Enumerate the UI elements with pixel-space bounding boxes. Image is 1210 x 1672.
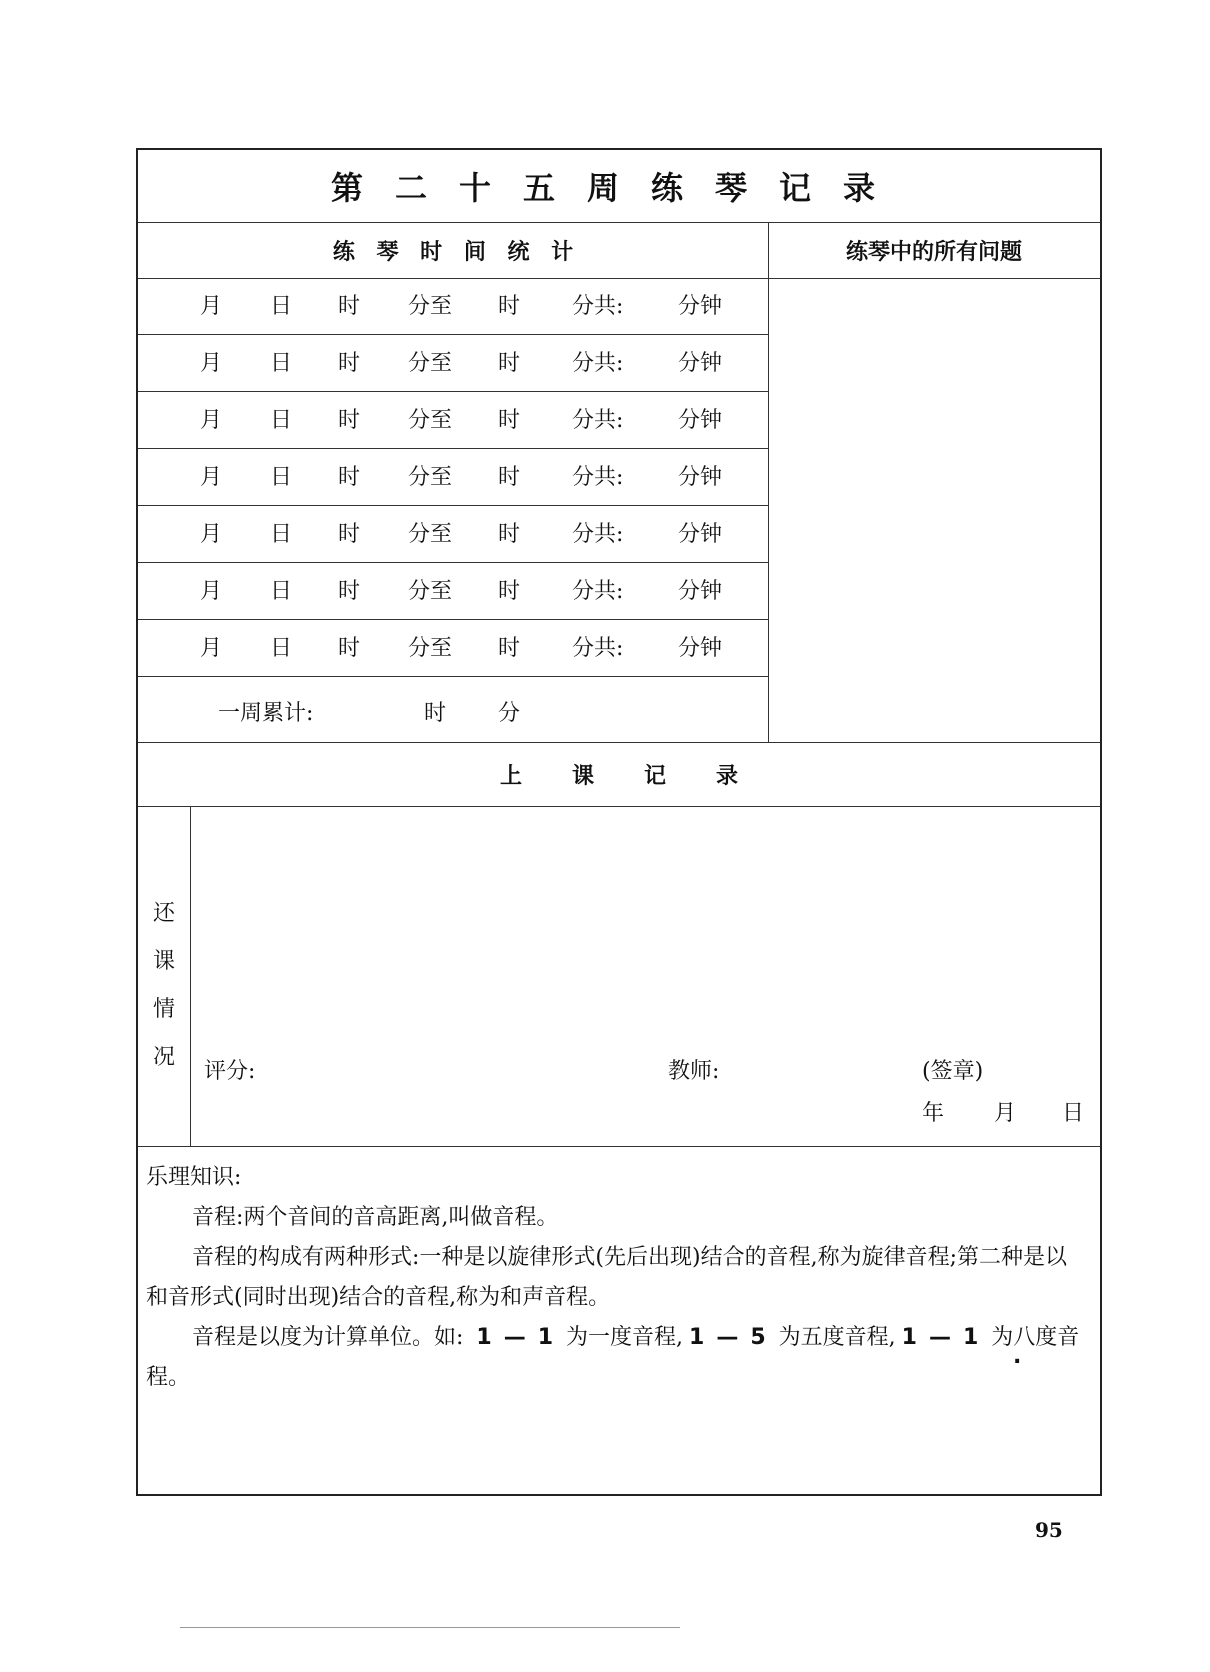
vertical-char: 况 — [152, 1045, 175, 1070]
lesson-record-heading: 上课记录 — [499, 762, 788, 789]
weekly-total-hour: 时 — [424, 701, 447, 726]
hour-cell: 时 — [338, 579, 361, 604]
practice-row — [138, 392, 768, 449]
vertical-char: 还 — [152, 901, 175, 926]
hour-cell: 时 — [498, 636, 521, 661]
page-title: 第二十五周练琴记录 — [330, 169, 907, 207]
theory-paragraph: 音程的构成有两种形式:一种是以旋律形式(先后出现)结合的音程,称为旋律音程;第二种是以和音形式(同时出现)结合的音程,称为和声音程。 — [146, 1245, 1067, 1310]
month-cell: 月 — [200, 465, 223, 490]
theory-paragraph: 音程:两个音间的音高距离,叫做音程。 — [192, 1205, 559, 1230]
column-divider — [190, 806, 191, 1146]
theory-text: 为八度音程。 — [146, 1325, 1080, 1390]
teacher-label: 教师: — [668, 1059, 720, 1084]
weekly-total-row — [138, 685, 768, 742]
hour-cell: 时 — [338, 522, 361, 547]
hour-cell: 时 — [338, 636, 361, 661]
day-cell: 日 — [270, 522, 293, 547]
date-month: 月 — [994, 1101, 1017, 1126]
score-label: 评分: — [204, 1059, 256, 1084]
min-total-cell: 分共: — [572, 579, 624, 604]
hour-cell: 时 — [498, 522, 521, 547]
music-theory-section — [146, 1158, 1086, 1398]
min-to-cell: 分至 — [408, 522, 453, 547]
divider — [138, 806, 1100, 807]
min-total-cell: 分共: — [572, 408, 624, 433]
note-number: 1 — [476, 1325, 492, 1350]
month-cell: 月 — [200, 294, 223, 319]
minutes-cell: 分钟 — [678, 408, 723, 433]
theory-paragraph — [146, 1318, 1086, 1398]
practice-record-form — [136, 148, 1102, 1496]
practice-row — [138, 506, 768, 563]
practice-stats-heading: 练 琴 时 间 统 计 — [332, 238, 574, 265]
min-total-cell: 分共: — [572, 465, 624, 490]
page-number: 95 — [1035, 1518, 1063, 1542]
divider — [138, 1146, 1100, 1147]
weekly-total-label: 一周累计: — [218, 701, 314, 726]
weekly-total-min: 分 — [498, 701, 521, 726]
hour-cell: 时 — [338, 408, 361, 433]
lesson-return-label — [138, 890, 190, 1082]
minutes-cell: 分钟 — [678, 294, 723, 319]
day-cell: 日 — [270, 351, 293, 376]
min-total-cell: 分共: — [572, 294, 624, 319]
hour-cell: 时 — [498, 579, 521, 604]
practice-row — [138, 620, 768, 677]
min-to-cell: 分至 — [408, 351, 453, 376]
seal-label: (签章) — [922, 1059, 984, 1084]
dash: — — [928, 1325, 951, 1350]
month-cell: 月 — [200, 408, 223, 433]
dash: — — [503, 1325, 526, 1350]
hour-cell: 时 — [498, 465, 521, 490]
date-year: 年 — [922, 1101, 945, 1126]
month-cell: 月 — [200, 522, 223, 547]
minutes-cell: 分钟 — [678, 465, 723, 490]
problems-heading: 练琴中的所有问题 — [845, 238, 1022, 265]
day-cell: 日 — [270, 408, 293, 433]
hour-cell: 时 — [338, 465, 361, 490]
min-total-cell: 分共: — [572, 351, 624, 376]
dash: — — [716, 1325, 739, 1350]
date-day: 日 — [1062, 1101, 1085, 1126]
note-number-low-octave: 1 . — [963, 1325, 978, 1350]
theory-text: 音程是以度为计算单位。如: — [192, 1325, 464, 1350]
note-number: 1 — [537, 1325, 554, 1350]
hour-cell: 时 — [338, 294, 361, 319]
theory-text: 为一度音程, — [566, 1325, 684, 1350]
min-to-cell: 分至 — [408, 636, 453, 661]
vertical-char: 情 — [152, 997, 175, 1022]
minutes-cell: 分钟 — [678, 579, 723, 604]
hour-cell: 时 — [498, 408, 521, 433]
vertical-char: 课 — [152, 949, 175, 974]
minutes-cell: 分钟 — [678, 351, 723, 376]
month-cell: 月 — [200, 579, 223, 604]
min-to-cell: 分至 — [408, 579, 453, 604]
practice-row — [138, 563, 768, 620]
minutes-cell: 分钟 — [678, 522, 723, 547]
scan-artifact-line — [180, 1627, 680, 1628]
hour-cell: 时 — [498, 294, 521, 319]
minutes-cell: 分钟 — [678, 636, 723, 661]
theory-heading: 乐理知识: — [146, 1165, 242, 1190]
practice-row — [138, 335, 768, 392]
note-number: 1 — [901, 1325, 917, 1350]
month-cell: 月 — [200, 636, 223, 661]
month-cell: 月 — [200, 351, 223, 376]
day-cell: 日 — [270, 465, 293, 490]
hour-cell: 时 — [498, 351, 521, 376]
min-to-cell: 分至 — [408, 294, 453, 319]
column-divider — [768, 222, 769, 742]
practice-row — [138, 278, 768, 335]
practice-row — [138, 449, 768, 506]
min-total-cell: 分共: — [572, 636, 624, 661]
min-to-cell: 分至 — [408, 408, 453, 433]
note-number: 5 — [750, 1325, 766, 1350]
note-number: 1 — [689, 1325, 705, 1350]
day-cell: 日 — [270, 579, 293, 604]
min-to-cell: 分至 — [408, 465, 453, 490]
theory-text: 为五度音程, — [778, 1325, 896, 1350]
day-cell: 日 — [270, 294, 293, 319]
hour-cell: 时 — [338, 351, 361, 376]
min-total-cell: 分共: — [572, 522, 624, 547]
day-cell: 日 — [270, 636, 293, 661]
